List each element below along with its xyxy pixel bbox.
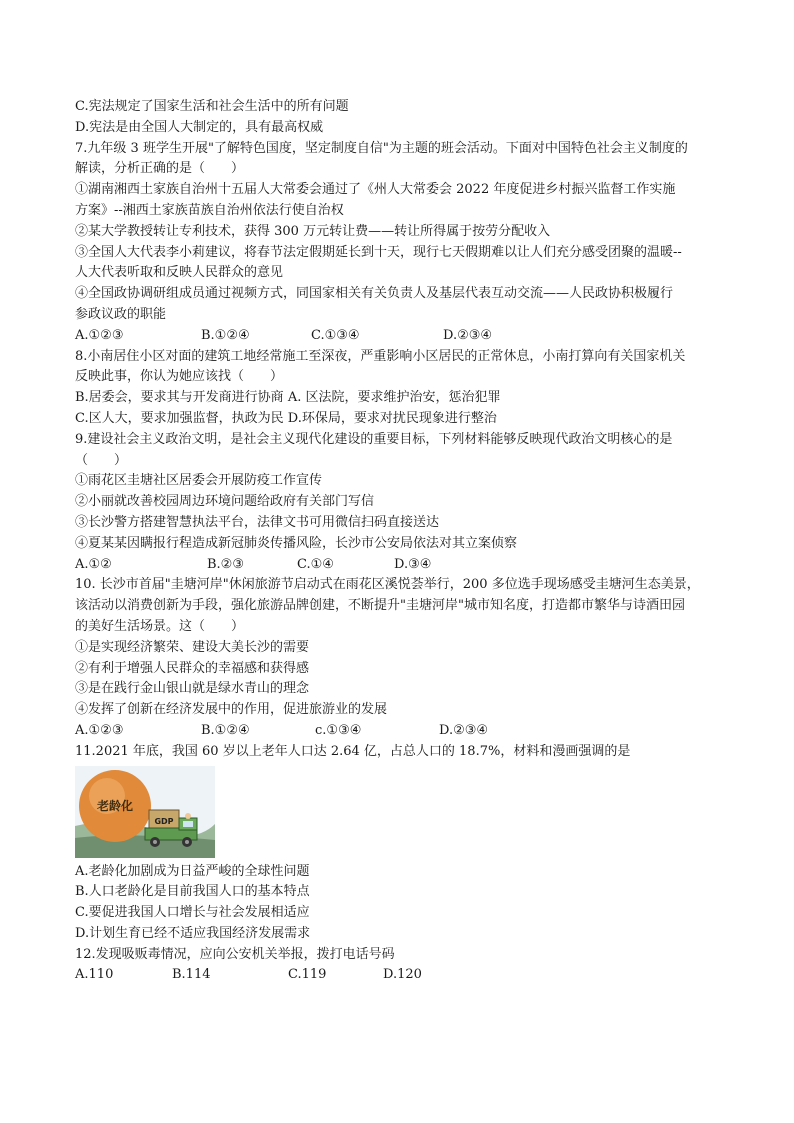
line: ①湖南湘西土家族自治州十五届人大常委会通过了《州人大常委会 2022 年度促进乡村振兴监督工作实施 xyxy=(75,182,676,198)
option-b: B.①②④ xyxy=(201,722,250,738)
line: 的美好生活场景。这（ ） xyxy=(75,618,245,634)
gdp-label: GDP xyxy=(154,816,174,826)
option-b: B.人口老龄化是目前我国人口的基本特点 xyxy=(75,884,310,900)
option-c: C.①③④ xyxy=(311,327,360,343)
option-a: A.①②③ xyxy=(75,722,124,738)
option-d: D.②③④ xyxy=(443,327,493,343)
line: ④全国政协调研组成员通过视频方式，同国家相关有关负责人及基层代表互动交流——人民政协积极履行 xyxy=(75,286,674,302)
option-d: D.③④ xyxy=(394,556,432,572)
option-b: B.114 xyxy=(172,967,211,983)
line: ①雨花区圭塘社区居委会开展防疫工作宣传 xyxy=(75,473,323,489)
aging-cartoon xyxy=(75,766,215,858)
option-b: B.②③ xyxy=(207,556,244,572)
driver-figure xyxy=(185,813,191,819)
option-c: C.119 xyxy=(288,967,327,983)
question-9-options xyxy=(75,555,735,576)
line: 人大代表听取和反映人民群众的意见 xyxy=(75,265,284,281)
line: 反映此事，你认为她应该找（ ） xyxy=(75,369,284,385)
question-9-stem: 9.建设社会主义政治文明，是社会主义现代化建设的重要目标，下列材料能够反映现代政治文明核心的是 xyxy=(75,431,673,447)
line: ③全国人大代表李小莉建议，将春节法定假期延长到十天，现行七天假期难以让人们充分感受团聚的温暖-- xyxy=(75,244,682,260)
question-12-options xyxy=(75,965,735,986)
line: （ ） xyxy=(75,452,128,468)
option-a: A.①② xyxy=(75,556,112,572)
option-b: B.①②④ xyxy=(201,327,250,343)
line: ④发挥了创新在经济发展中的作用，促进旅游业的发展 xyxy=(75,702,388,718)
option-c: c.①③④ xyxy=(315,722,362,738)
line: ②有利于增强人民群众的幸福感和获得感 xyxy=(75,660,310,676)
line: B.居委会，要求其与开发商进行协商 A. 区法院，要求维护治安，惩治犯罪 xyxy=(75,390,501,406)
question-10-options xyxy=(75,721,735,742)
question-11-stem: 11.2021 年底，我国 60 岁以上老年人口达 2.64 亿，占总人口的 18.7%，材料和漫画强调的是 xyxy=(75,743,631,759)
line: C.区人大，要求加强监督，执政为民 D.环保局，要求对扰民现象进行整治 xyxy=(75,410,497,426)
option-c: C.①④ xyxy=(297,556,334,572)
question-10-stem: 10. 长沙市首届"圭塘河岸"休闲旅游节启动式在雨花区溪悦荟举行，200 多位选手现场感受圭塘河生态美景， xyxy=(75,577,700,593)
option-a: A.①②③ xyxy=(75,327,124,343)
option-a: A.110 xyxy=(75,967,114,983)
question-7-options xyxy=(75,326,735,347)
question-12-stem: 12.发现吸贩毒情况，应向公安机关举报，拨打电话号码 xyxy=(75,946,395,962)
line: C.宪法规定了国家生活和社会生活中的所有问题 xyxy=(75,99,349,114)
line: ①是实现经济繁荣、建设大美长沙的需要 xyxy=(75,639,310,655)
question-7-stem: 7.九年级 3 班学生开展"了解特色国度，坚定制度自信"为主题的班会活动。下面对中国特色社会主义制度的 xyxy=(75,140,688,156)
aging-ball-text: 老龄化 xyxy=(96,798,134,813)
option-d: D.②③④ xyxy=(439,722,489,738)
line: 解读，分析正确的是（ ） xyxy=(75,161,245,177)
line: ②某大学教授转让专利技术，获得 300 万元转让费——转让所得属于按劳分配收入 xyxy=(75,223,551,239)
option-d: D.120 xyxy=(383,967,422,983)
option-d: D.计划生育已经不适应我国经济发展需求 xyxy=(75,925,311,941)
line: ③是在践行金山银山就是绿水青山的理念 xyxy=(75,681,310,697)
option-c: C.要促进我国人口增长与社会发展相适应 xyxy=(75,905,310,921)
line: 参政议政的职能 xyxy=(75,306,167,322)
line: ④夏某某因瞒报行程造成新冠肺炎传播风险，长沙市公安局依法对其立案侦察 xyxy=(75,535,518,551)
exam-page xyxy=(75,97,735,986)
line: ③长沙警方搭建智慧执法平台，法律文书可用微信扫码直接送达 xyxy=(75,514,440,530)
line: ②小丽就改善校园周边环境问题给政府有关部门写信 xyxy=(75,494,375,510)
line: 该活动以消费创新为手段，强化旅游品牌创建，不断提升"圭塘河岸"城市知名度，打造都市繁华与诗酒田园 xyxy=(75,598,685,614)
line: D.宪法是由全国人大制定的，具有最高权威 xyxy=(75,119,324,135)
question-8-stem: 8.小南居住小区对面的建筑工地经常施工至深夜，严重影响小区居民的正常休息，小南打算向有关国家机关 xyxy=(75,348,686,364)
line: 方案》--湘西土家族苗族自治州依法行使自治权 xyxy=(75,202,344,218)
option-a: A.老龄化加剧成为日益严峻的全球性问题 xyxy=(75,863,310,879)
